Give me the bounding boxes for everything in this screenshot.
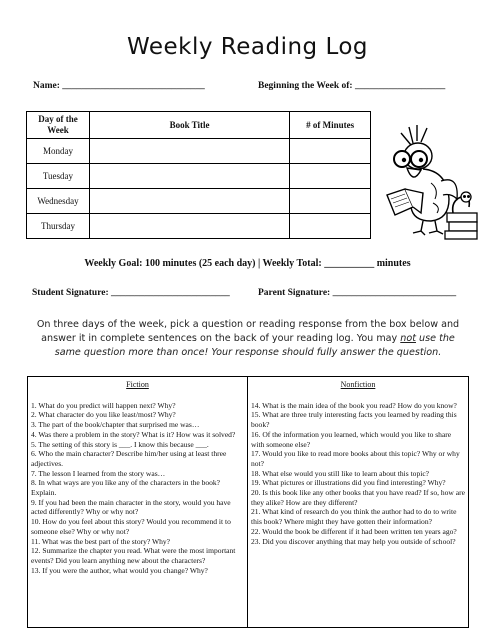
list-item: 5. The setting of this story is ___. I know this because ___.	[31, 439, 209, 449]
list-item: 20. Is this book like any other books that you have read? If so, how are they alike? How are they different?	[251, 488, 465, 507]
list-item: 21. What kind of research do you think the author had to do to write this book? Where might they have gotten their information?	[251, 507, 457, 527]
parent-signature-field[interactable]: Parent Signature: __________________________	[258, 288, 457, 298]
header-day: Day of the Week	[27, 112, 90, 139]
minutes-cell[interactable]	[290, 164, 371, 189]
list-item: 3. The part of the book/chapter that surprised me was…	[31, 420, 200, 430]
list-item: 10. How do you feel about this story? Would you recommend it to someone else? Why or why not?	[31, 517, 231, 536]
book-title-cell[interactable]	[89, 164, 289, 189]
table-row	[27, 214, 371, 239]
fiction-column	[28, 377, 248, 627]
list-item: 18. What else would you still like to learn about this topic?	[251, 468, 430, 478]
reading-bird-illustration	[383, 123, 481, 241]
list-item: 13. If you were the author, what would you change? Why?	[31, 565, 208, 575]
instructions-text-1: On three days of the week, pick a question or reading response from the box below and answer it in complete sentences on the back of your reading log. You may	[36, 319, 460, 344]
book-title-cell[interactable]	[89, 189, 289, 214]
instructions-text-2: use the same question more than once! Your response should fully answer the question.	[54, 333, 455, 358]
instructions	[28, 318, 468, 360]
list-item: 23. Did you discover anything that may help you outside of school?	[251, 536, 456, 546]
table-header-row	[27, 112, 371, 139]
book-title-cell[interactable]	[89, 139, 289, 164]
minutes-cell[interactable]	[290, 214, 371, 239]
instructions-emphasis: not	[400, 333, 416, 344]
fiction-heading: Fiction	[126, 380, 149, 389]
nonfiction-heading: Nonfiction	[340, 380, 376, 389]
reading-log-table	[26, 111, 371, 239]
list-item: 7. The lesson I learned from the story was…	[31, 468, 166, 478]
week-field[interactable]: Beginning the Week of: ___________________	[258, 81, 446, 91]
list-item: 4. Was there a problem in the story? What is it? How was it solved?	[31, 429, 236, 439]
table-row	[27, 189, 371, 214]
list-item: 17. Would you like to read more books about this topic? Why or why not?	[251, 449, 460, 468]
day-cell: Thursday	[27, 214, 90, 239]
list-item: 6. Who the main character? Describe him/her using at least three adjectives.	[31, 449, 227, 468]
list-item: 14. What is the main idea of the book you read? How do you know?	[251, 400, 457, 410]
list-item: 8. In what ways are you like any of the characters in the book? Explain.	[31, 478, 221, 498]
list-item: 2. What character do you like least/most? Why?	[31, 410, 176, 420]
table-row	[27, 139, 371, 164]
header-title: Book Title	[89, 112, 289, 139]
weekly-goal: Weekly Goal: 100 minutes (25 each day) | Weekly Total: __________ minutes	[84, 258, 411, 269]
question-box	[27, 376, 469, 628]
book-title-cell[interactable]	[89, 214, 289, 239]
list-item: 16. Of the information you learned, which would you like to share with someone else?	[251, 429, 452, 449]
minutes-cell[interactable]	[290, 139, 371, 164]
page-title: Weekly Reading Log	[126, 34, 369, 60]
list-item: 9. If you had been the main character in the story, would you have acted differently? Why or why not?	[31, 497, 231, 517]
header-minutes: # of Minutes	[290, 112, 371, 139]
table-row	[27, 164, 371, 189]
nonfiction-column	[248, 377, 468, 627]
name-field[interactable]: Name: ______________________________	[33, 81, 205, 91]
list-item: 22. Would the book be different if it had been written ten years ago?	[251, 526, 457, 536]
day-cell: Wednesday	[27, 189, 90, 214]
list-item: 11. What was the best part of the story? Why?	[31, 536, 171, 546]
minutes-cell[interactable]	[290, 189, 371, 214]
day-cell: Tuesday	[27, 164, 90, 189]
list-item: 19. What pictures or illustrations did you find interesting? Why?	[251, 478, 446, 488]
list-item: 15. What are three truly interesting facts you learned by reading this book?	[251, 410, 457, 430]
student-signature-field[interactable]: Student Signature: _________________________	[32, 288, 230, 298]
list-item: 1. What do you predict will happen next? Why?	[31, 400, 176, 410]
day-cell: Monday	[27, 139, 90, 164]
list-item: 12. Summarize the chapter you read. What were the most important events? Did you learn anything new about the characters?	[31, 546, 236, 565]
